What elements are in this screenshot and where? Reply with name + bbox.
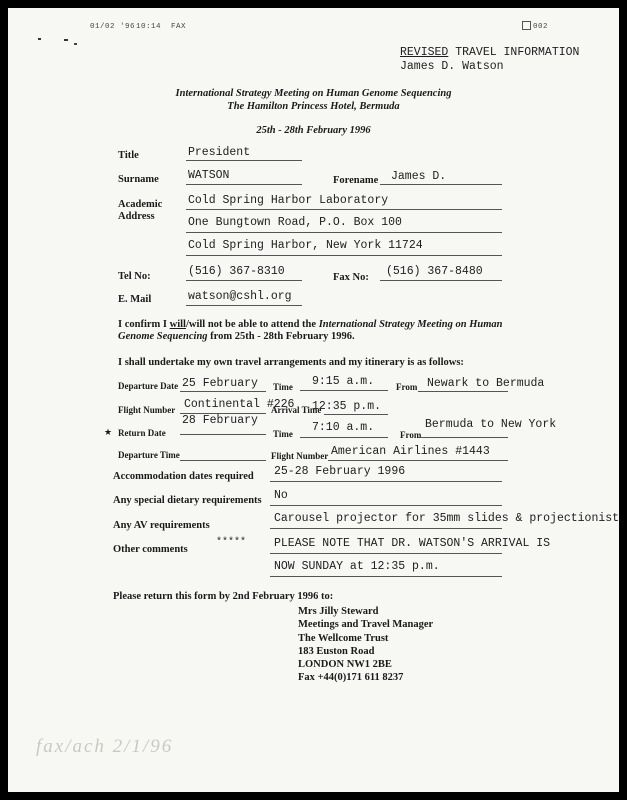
departure-time-value: 9:15 a.m. (312, 375, 375, 388)
forename-underline (380, 184, 502, 185)
title-label: Title (118, 150, 139, 161)
departure-from-label: From (396, 382, 418, 392)
travel-information-word: TRAVEL INFORMATION (455, 46, 580, 59)
address-line-3: Cold Spring Harbor, New York 11724 (188, 239, 423, 252)
dietary-underline (270, 505, 502, 506)
tel-underline (186, 280, 302, 281)
email-underline (186, 305, 302, 306)
contact-fax: Fax +44(0)171 611 8237 (298, 672, 404, 684)
form-page (8, 8, 619, 792)
recipient-name: James D. Watson (400, 60, 504, 73)
accommodation-label: Accommodation dates required (113, 471, 254, 482)
confirm-prefix: I confirm I (118, 319, 170, 330)
forename-value: James D. (391, 170, 447, 183)
comments-label: Other comments (113, 544, 188, 555)
fax-page-icon (522, 21, 531, 30)
av-value: Carousel projector for 35mm slides & projectionist (274, 512, 620, 525)
fax-header-page: 002 (533, 23, 549, 31)
dietary-value: No (274, 489, 288, 502)
itinerary-intro: I shall undertake my own travel arrangements and my itinerary is as follows: (118, 357, 464, 368)
return-time-underline (300, 437, 388, 438)
return-from-value: Bermuda to New York (425, 418, 557, 431)
av-underline (270, 528, 502, 529)
handwritten-signature: fax/ach 2/1/96 (36, 736, 174, 757)
contact-organization: The Wellcome Trust (298, 632, 389, 644)
flight-number-value: Continental #226 (184, 398, 295, 411)
return-instructions: Please return this form by 2nd February 1996 to: (113, 591, 334, 602)
return-flight-label: Flight Number (271, 451, 329, 461)
tel-label: Tel No: (118, 271, 151, 282)
surname-underline (186, 184, 302, 185)
fax-underline (380, 280, 502, 281)
fax-header-type: FAX (171, 23, 187, 31)
departure-date-label: Departure Date (118, 381, 179, 391)
return-date-label: Return Date (118, 428, 166, 438)
fax-value: (516) 367-8480 (386, 265, 483, 278)
comments-underline-2 (270, 576, 502, 577)
return-departure-time-underline (180, 460, 266, 461)
contact-name: Mrs Jilly Steward (298, 606, 379, 617)
revised-word: REVISED (400, 46, 449, 59)
return-time-label: Time (273, 429, 293, 439)
address-underline-3 (186, 255, 502, 256)
flight-number-label: Flight Number (118, 405, 176, 415)
return-time-value: 7:10 a.m. (312, 421, 375, 434)
fax-speck (38, 38, 41, 40)
address-line-2: One Bungtown Road, P.O. Box 100 (188, 216, 402, 229)
fax-speck (64, 39, 68, 41)
accommodation-underline (270, 481, 502, 482)
address-label-1: Academic (118, 199, 163, 210)
surname-label: Surname (118, 174, 159, 185)
departure-date-value: 25 February (182, 377, 258, 390)
comments-underline-1 (270, 553, 502, 554)
arrival-time-underline (324, 414, 388, 415)
revised-heading (400, 46, 579, 59)
return-date-value: 28 February (182, 414, 258, 427)
return-departure-time-label: Departure Time (118, 450, 180, 460)
return-flight-value: American Airlines #1443 (331, 445, 490, 458)
address-label-2: Address (118, 211, 155, 222)
confirm-will: will (169, 319, 186, 330)
forename-label: Forename (333, 175, 379, 186)
fax-speck (74, 43, 77, 45)
av-label: Any AV requirements (113, 520, 210, 531)
address-underline-2 (186, 232, 502, 233)
return-flight-underline (328, 460, 508, 461)
meeting-title: International Strategy Meeting on Human Genome Sequencing (175, 88, 452, 99)
return-date-underline (180, 434, 266, 435)
return-from-underline (418, 437, 508, 438)
comments-line-1: PLEASE NOTE THAT DR. WATSON'S ARRIVAL IS (274, 537, 551, 550)
accommodation-value: 25-28 February 1996 (274, 465, 406, 478)
comments-stars: ***** (216, 537, 247, 548)
surname-value: WATSON (188, 169, 230, 182)
fax-header-date: 01/02 '96 (90, 23, 136, 31)
contact-position: Meetings and Travel Manager (298, 619, 434, 631)
dietary-label: Any special dietary requirements (113, 495, 262, 506)
contact-block (298, 605, 433, 685)
departure-from-underline (418, 391, 508, 392)
address-line-1: Cold Spring Harbor Laboratory (188, 194, 389, 207)
confirm-meeting-1: International Strategy Meeting on Human (318, 319, 503, 330)
meeting-venue: The Hamilton Princess Hotel, Bermuda (227, 101, 400, 112)
email-value: watson@cshl.org (188, 290, 292, 303)
title-underline (186, 160, 302, 161)
meeting-dates: 25th - 28th February 1996 (256, 125, 371, 136)
title-value: President (188, 146, 251, 159)
fax-header-time: 10:14 (136, 23, 162, 31)
contact-city: LONDON NW1 2BE (298, 659, 392, 671)
return-from-label: From (400, 430, 422, 440)
comments-line-2: NOW SUNDAY at 12:35 p.m. (274, 560, 440, 573)
departure-from-value: Newark to Bermuda (427, 377, 545, 390)
fax-label: Fax No: (333, 272, 369, 283)
tel-value: (516) 367-8310 (188, 265, 285, 278)
arrival-time-label: Arrival Time (271, 405, 322, 415)
confirm-line-2 (118, 331, 355, 342)
confirm-line-1 (118, 319, 502, 330)
email-label: E. Mail (118, 294, 152, 305)
departure-time-label: Time (273, 382, 293, 392)
departure-date-underline (180, 391, 266, 392)
confirm-suffix: from 25th - 28th February 1996. (207, 331, 355, 342)
contact-street: 183 Euston Road (298, 645, 375, 657)
star-icon: ★ (104, 427, 113, 437)
address-underline-1 (186, 209, 502, 210)
confirm-meeting-2: Genome Sequencing (118, 331, 208, 342)
arrival-time-value: 12:35 p.m. (312, 400, 382, 413)
departure-time-underline (300, 390, 388, 391)
confirm-middle: /will not be able to attend the (185, 319, 319, 330)
